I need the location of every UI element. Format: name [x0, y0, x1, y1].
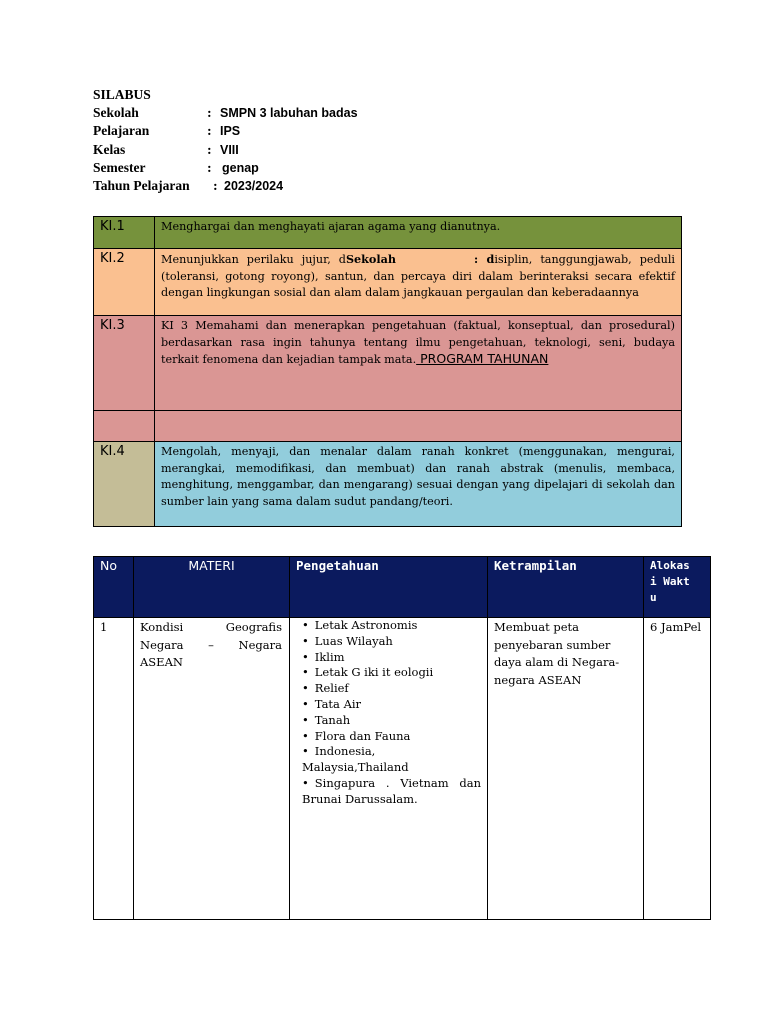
list-item: • Tanah: [302, 712, 351, 727]
field-separator: :: [207, 141, 212, 157]
cell-no: 1: [94, 618, 134, 920]
list-item-text: Singapura . Vietnam dan Brunai Darussalam.: [302, 775, 481, 806]
field-label: Sekolah: [93, 105, 139, 121]
list-item-text: Tanah: [314, 712, 351, 727]
list-item-text: Indonesia, Malaysia,Thailand: [302, 744, 409, 775]
program-tahunan-label: PROGRAM TAHUNAN: [416, 351, 549, 367]
field-value: IPS: [220, 124, 241, 139]
ki-text: Mengolah, menyaji, dan menalar dalam ranah konkret (menggunakan, mengurai, merangkai, memodifikasi, dan membuat) dan ranah abstrak (menulis, membaca, menghitung, menggambar, dan mengarang) sesuai dengan yang dipelajari di sekolah dan sumber lain yang sama dalam sudut pandang/teori.: [155, 442, 682, 527]
field-separator: :: [207, 105, 212, 121]
column-header-pengetahuan: Pengetahuan: [290, 557, 488, 618]
header-field-semester: [93, 159, 493, 177]
list-item-text: Tata Air: [314, 696, 362, 711]
list-item-text: Letak G iki it eologii: [314, 665, 434, 680]
field-label: Kelas: [93, 141, 126, 157]
field-value: 2023/2024: [224, 179, 284, 194]
materi-text: Kondisi Geografis Negara – Negara ASEAN: [140, 620, 282, 669]
field-separator: :: [207, 159, 212, 175]
ki-row-3: [94, 316, 682, 411]
column-header-no: No: [94, 557, 134, 618]
field-label: Pelajaran: [93, 123, 150, 139]
ki-text: [155, 249, 682, 316]
list-item-text: Relief: [314, 681, 349, 696]
list-item: • Letak G iki it eologii: [302, 665, 434, 680]
cell-ketrampilan: Membuat peta penyebaran sumber daya alam di Negara-negara ASEAN: [488, 618, 644, 920]
ki-row-1: [94, 217, 682, 249]
list-item: • Indonesia, Malaysia,Thailand: [302, 744, 409, 775]
field-value: VIII: [220, 142, 239, 157]
cell-materi: [134, 618, 290, 920]
field-label: Tahun Pelajaran: [93, 178, 190, 194]
cell-alokasi: 6 JamPel: [644, 618, 711, 920]
alokasi-header-text: Alokas i Waktu: [650, 559, 690, 604]
ki-text-part: KI 3 Memahami dan menerapkan pengetahuan (faktual, konseptual, dan prosedural) berdasarkan rasa ingin tahunya tentang ilmu pengetahuan, teknologi, seni, budaya terkait fenomena dan kejadian tampak mata.: [161, 319, 675, 367]
column-header-alokasi: [644, 557, 711, 618]
document-title: SILABUS: [93, 87, 151, 102]
field-label: Semester: [93, 159, 146, 175]
field-value: SMPN 3 labuhan badas: [220, 106, 358, 121]
list-item-text: Letak Astronomis: [314, 618, 418, 632]
ki-label: KI.1: [94, 217, 155, 249]
field-separator: :: [213, 178, 218, 194]
list-item: • Flora dan Fauna: [302, 728, 411, 743]
list-item-text: Luas Wilayah: [314, 633, 393, 648]
list-item: • Relief: [302, 681, 349, 696]
column-header-ketrampilan: Ketrampilan: [488, 557, 644, 618]
ki-text-bold: : d: [474, 252, 495, 266]
header-field-pelajaran: [93, 122, 493, 140]
ki-label: KI.3: [94, 316, 155, 411]
table-header-row: [94, 557, 711, 618]
ki-text: [155, 316, 682, 411]
ki-text-part: isiplin, tanggungjawab, peduli (toleransi, gotong royong), santun, dan percaya diri dalam berinteraksi secara efektif dengan lingkungan sosial dan alam dalam jangkauan pergaulan dan keberadaannya: [161, 253, 676, 300]
ki-table: [93, 216, 682, 527]
ki-row-2: [94, 249, 682, 316]
ki-label: KI.4: [94, 442, 155, 527]
list-item: • Iklim: [302, 649, 345, 664]
header-title-row: [93, 86, 493, 104]
list-item-text: Iklim: [314, 649, 345, 664]
table-row: [94, 618, 711, 920]
document-header: [93, 86, 493, 195]
cell-pengetahuan: [290, 618, 488, 920]
column-header-materi: MATERI: [134, 557, 290, 618]
header-field-tahun: [93, 177, 493, 195]
list-item-text: Flora dan Fauna: [314, 728, 411, 743]
ki-text-bold: Sekolah: [345, 252, 397, 266]
field-value: genap: [222, 160, 259, 175]
ki-label: [94, 411, 155, 442]
header-field-sekolah: [93, 104, 493, 122]
ki-text: [155, 411, 682, 442]
ki-row-empty: [94, 411, 682, 442]
list-item: • Singapura . Vietnam dan Brunai Darussalam.: [302, 775, 481, 806]
ki-text-part: Menunjukkan perilaku jujur, d: [161, 253, 346, 266]
ki-text: Menghargai dan menghayati ajaran agama yang dianutnya.: [155, 217, 682, 249]
ki-row-4: [94, 442, 682, 527]
list-item: • Tata Air: [302, 696, 362, 711]
header-field-kelas: [93, 141, 493, 159]
list-item: • Letak Astronomis: [302, 618, 418, 632]
field-separator: :: [207, 123, 212, 139]
ki-label: KI.2: [94, 249, 155, 316]
list-item: • Luas Wilayah: [302, 633, 393, 648]
pengetahuan-list: [296, 618, 481, 808]
materi-table: [93, 556, 711, 920]
